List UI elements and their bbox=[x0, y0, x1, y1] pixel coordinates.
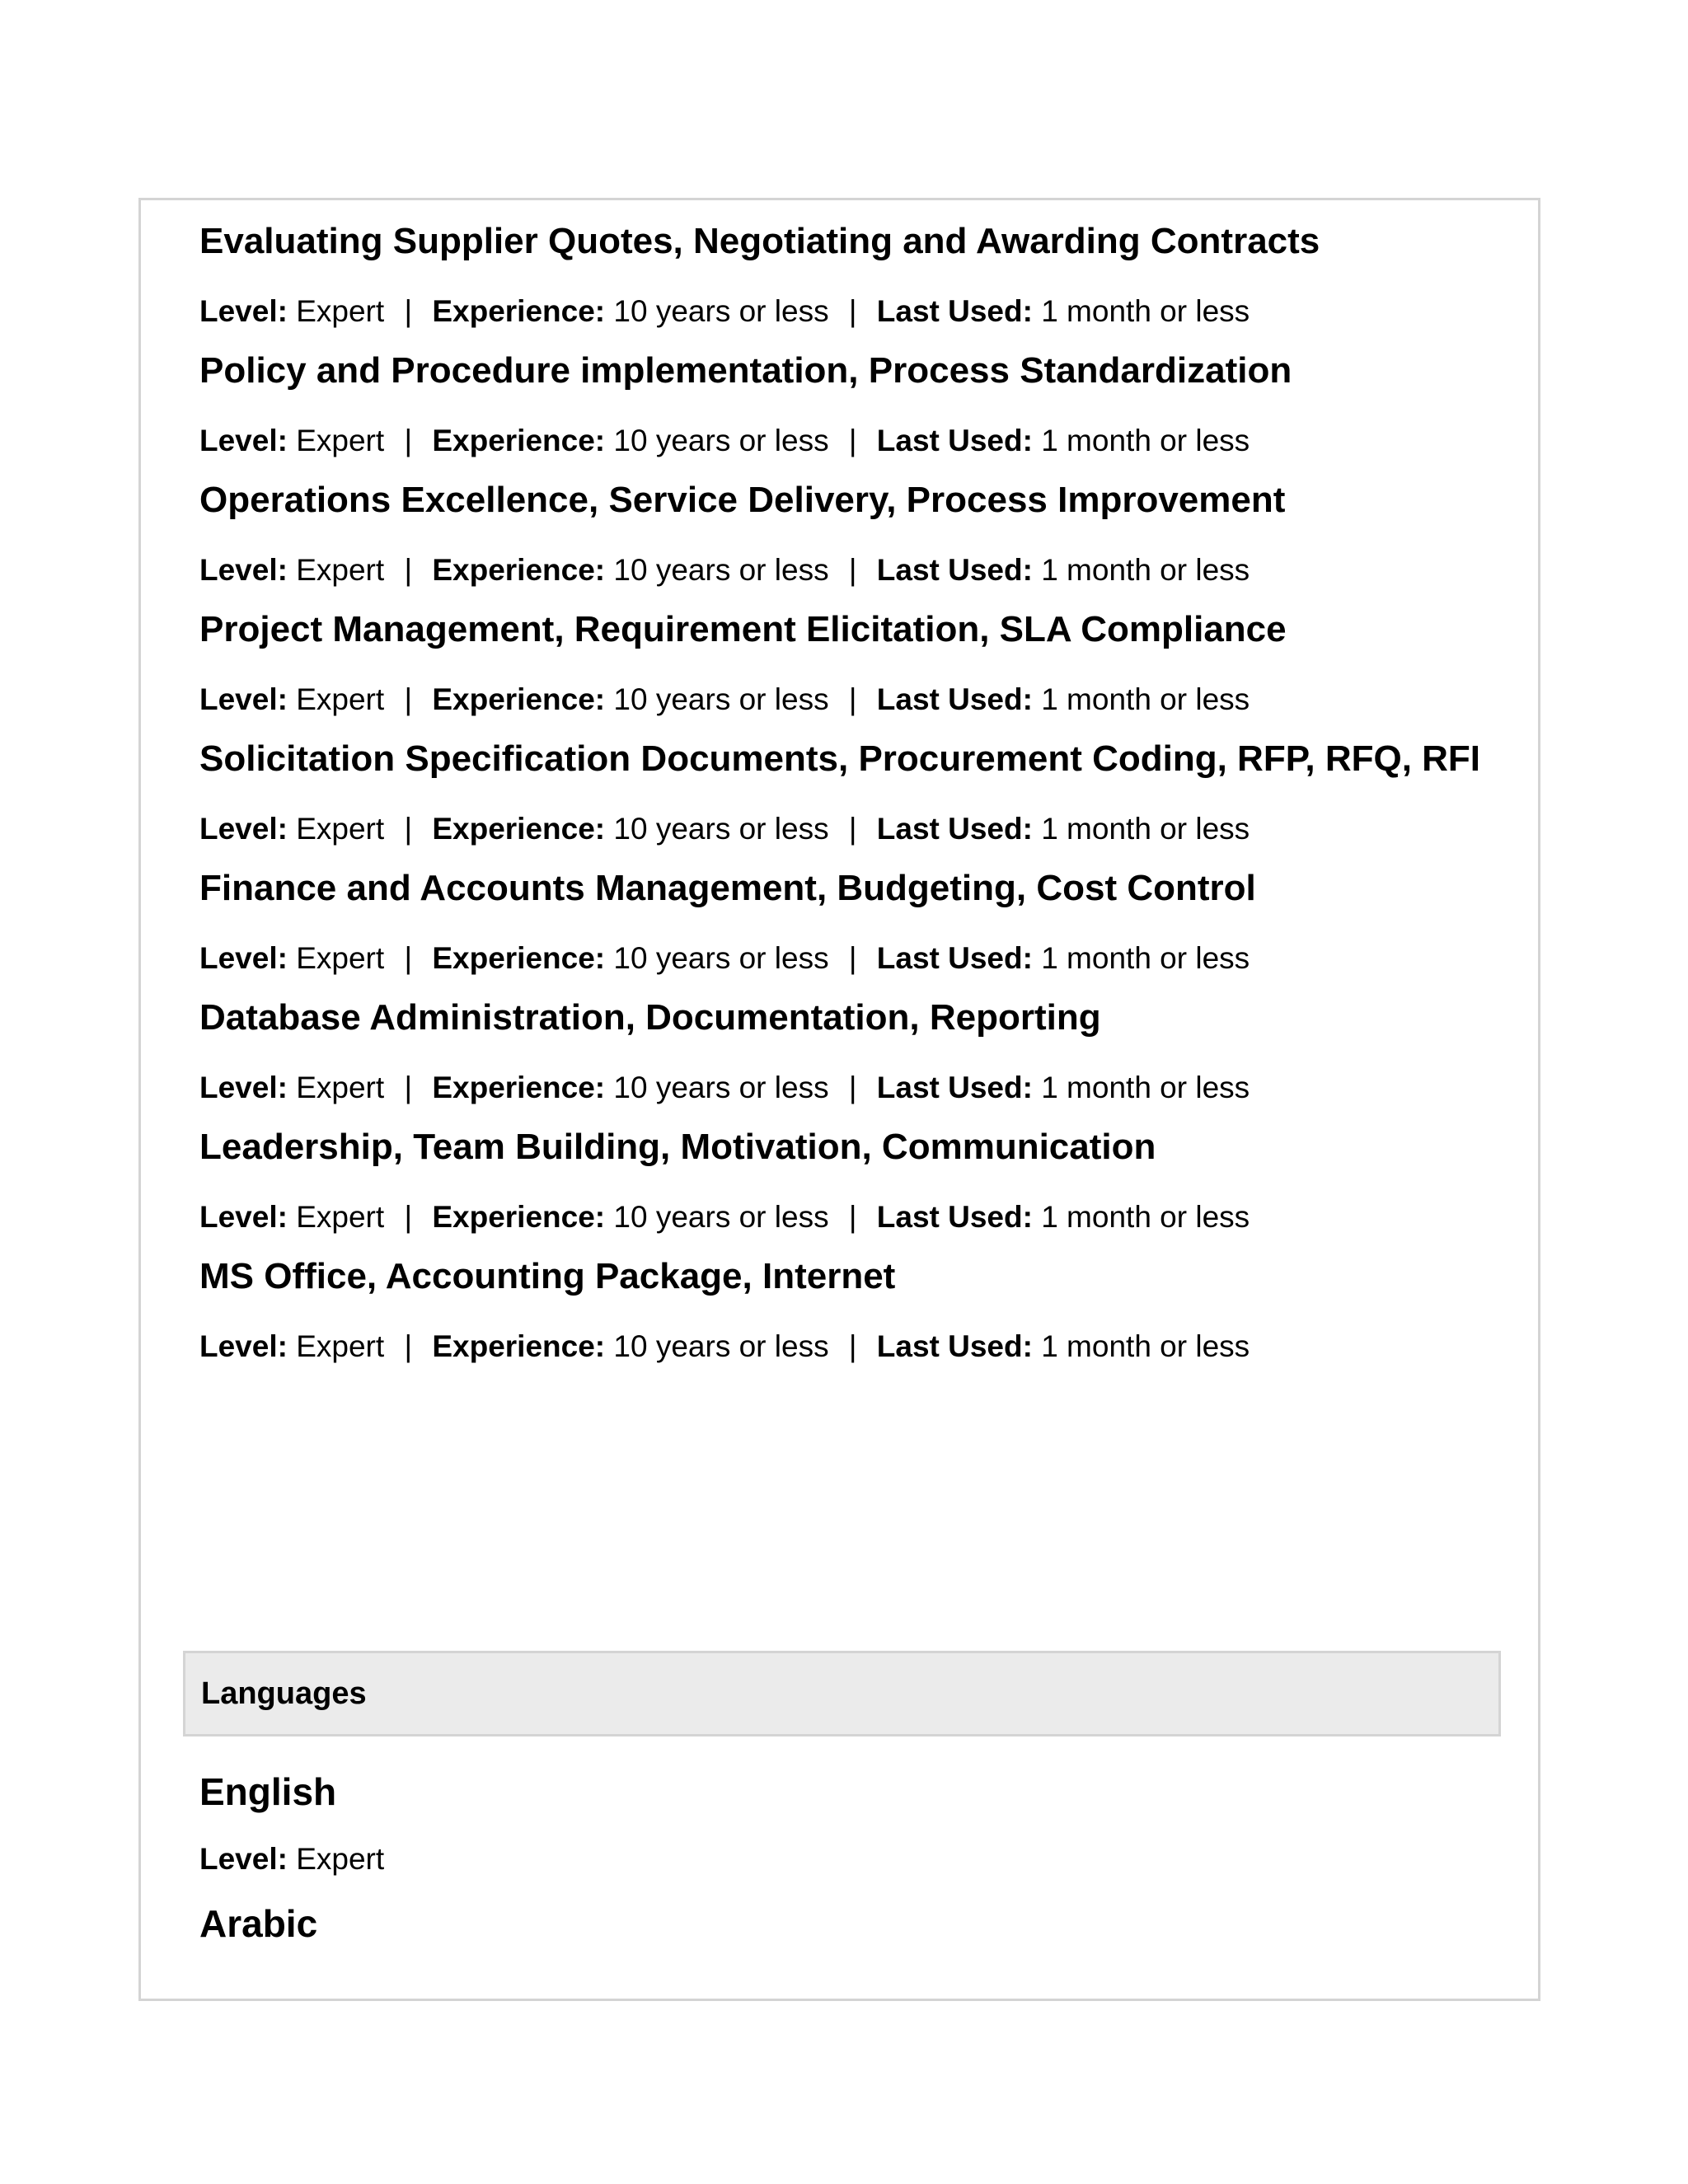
level-value: Expert bbox=[296, 1329, 385, 1363]
skill-title: Finance and Accounts Management, Budgeting, Cost Control bbox=[199, 868, 1256, 908]
separator: | bbox=[848, 1200, 857, 1234]
last-used-label: Last Used: bbox=[876, 424, 1033, 457]
level-value: Expert bbox=[296, 812, 385, 846]
level-value: Expert bbox=[296, 1842, 385, 1876]
level-label: Level: bbox=[199, 294, 288, 328]
skill-meta bbox=[199, 552, 1502, 588]
skill-title: Operations Excellence, Service Delivery, Process Improvement bbox=[199, 480, 1286, 520]
experience-value: 10 years or less bbox=[613, 1071, 829, 1104]
experience-label: Experience: bbox=[432, 553, 606, 587]
skill-entry bbox=[199, 847, 1502, 977]
experience-value: 10 years or less bbox=[613, 1200, 829, 1234]
skill-entry bbox=[199, 1235, 1502, 1365]
level-label: Level: bbox=[199, 1071, 288, 1104]
separator: | bbox=[404, 553, 413, 587]
skill-title: MS Office, Accounting Package, Internet bbox=[199, 1256, 896, 1296]
last-used-value: 1 month or less bbox=[1041, 941, 1250, 975]
skill-title: Leadership, Team Building, Motivation, Communication bbox=[199, 1127, 1156, 1167]
skills-list bbox=[199, 200, 1502, 1365]
last-used-label: Last Used: bbox=[876, 1200, 1033, 1234]
skill-title: Solicitation Specification Documents, Procurement Coding, RFP, RFQ, RFI bbox=[199, 738, 1481, 779]
skill-meta bbox=[199, 423, 1502, 459]
experience-value: 10 years or less bbox=[613, 294, 829, 328]
skill-meta bbox=[199, 682, 1502, 718]
skill-meta bbox=[199, 940, 1502, 977]
separator: | bbox=[848, 1071, 857, 1104]
last-used-value: 1 month or less bbox=[1041, 1329, 1250, 1363]
separator: | bbox=[404, 941, 413, 975]
experience-value: 10 years or less bbox=[613, 424, 829, 457]
languages-heading: Languages bbox=[201, 1676, 367, 1711]
languages-section-header bbox=[183, 1651, 1501, 1736]
experience-label: Experience: bbox=[432, 812, 606, 846]
skill-entry bbox=[199, 1106, 1502, 1235]
last-used-label: Last Used: bbox=[876, 1071, 1033, 1104]
language-name: English bbox=[199, 1770, 337, 1813]
level-value: Expert bbox=[296, 941, 385, 975]
skill-entry bbox=[199, 977, 1502, 1106]
last-used-value: 1 month or less bbox=[1041, 682, 1250, 716]
last-used-value: 1 month or less bbox=[1041, 553, 1250, 587]
experience-value: 10 years or less bbox=[613, 812, 829, 846]
level-label: Level: bbox=[199, 1329, 288, 1363]
skill-entry bbox=[199, 459, 1502, 588]
level-label: Level: bbox=[199, 553, 288, 587]
separator: | bbox=[848, 941, 857, 975]
experience-label: Experience: bbox=[432, 294, 606, 328]
last-used-value: 1 month or less bbox=[1041, 294, 1250, 328]
separator: | bbox=[848, 1329, 857, 1363]
level-value: Expert bbox=[296, 682, 385, 716]
last-used-value: 1 month or less bbox=[1041, 1200, 1250, 1234]
experience-label: Experience: bbox=[432, 682, 606, 716]
last-used-label: Last Used: bbox=[876, 294, 1033, 328]
experience-label: Experience: bbox=[432, 1071, 606, 1104]
last-used-label: Last Used: bbox=[876, 1329, 1033, 1363]
experience-label: Experience: bbox=[432, 941, 606, 975]
last-used-value: 1 month or less bbox=[1041, 812, 1250, 846]
languages-list bbox=[199, 1770, 1502, 1945]
skill-meta bbox=[199, 1329, 1502, 1365]
separator: | bbox=[848, 294, 857, 328]
experience-label: Experience: bbox=[432, 1200, 606, 1234]
experience-value: 10 years or less bbox=[613, 682, 829, 716]
experience-value: 10 years or less bbox=[613, 941, 829, 975]
skill-title: Policy and Procedure implementation, Process Standardization bbox=[199, 350, 1292, 391]
skill-meta bbox=[199, 1070, 1502, 1106]
separator: | bbox=[404, 812, 413, 846]
level-label: Level: bbox=[199, 1842, 288, 1876]
level-label: Level: bbox=[199, 1200, 288, 1234]
separator: | bbox=[848, 812, 857, 846]
level-value: Expert bbox=[296, 1071, 385, 1104]
separator: | bbox=[404, 294, 413, 328]
skill-title: Database Administration, Documentation, Reporting bbox=[199, 997, 1101, 1038]
last-used-label: Last Used: bbox=[876, 812, 1033, 846]
experience-label: Experience: bbox=[432, 1329, 606, 1363]
level-label: Level: bbox=[199, 682, 288, 716]
resume-skills-panel bbox=[138, 198, 1540, 2001]
separator: | bbox=[404, 682, 413, 716]
last-used-value: 1 month or less bbox=[1041, 1071, 1250, 1104]
level-value: Expert bbox=[296, 1200, 385, 1234]
level-value: Expert bbox=[296, 553, 385, 587]
separator: | bbox=[848, 553, 857, 587]
skill-title: Evaluating Supplier Quotes, Negotiating and Awarding Contracts bbox=[199, 221, 1320, 261]
skill-entry bbox=[199, 718, 1502, 847]
language-meta bbox=[199, 1841, 1502, 1877]
separator: | bbox=[848, 424, 857, 457]
skill-title: Project Management, Requirement Elicitation, SLA Compliance bbox=[199, 609, 1287, 649]
language-name: Arabic bbox=[199, 1902, 318, 1945]
level-label: Level: bbox=[199, 812, 288, 846]
skill-entry bbox=[199, 330, 1502, 459]
skill-entry bbox=[199, 200, 1502, 330]
separator: | bbox=[848, 682, 857, 716]
skill-meta bbox=[199, 811, 1502, 847]
experience-value: 10 years or less bbox=[613, 1329, 829, 1363]
skill-meta bbox=[199, 293, 1502, 330]
last-used-label: Last Used: bbox=[876, 682, 1033, 716]
experience-value: 10 years or less bbox=[613, 553, 829, 587]
level-label: Level: bbox=[199, 424, 288, 457]
separator: | bbox=[404, 1329, 413, 1363]
last-used-label: Last Used: bbox=[876, 553, 1033, 587]
level-value: Expert bbox=[296, 424, 385, 457]
level-value: Expert bbox=[296, 294, 385, 328]
experience-label: Experience: bbox=[432, 424, 606, 457]
separator: | bbox=[404, 1071, 413, 1104]
separator: | bbox=[404, 424, 413, 457]
last-used-value: 1 month or less bbox=[1041, 424, 1250, 457]
level-label: Level: bbox=[199, 941, 288, 975]
skill-meta bbox=[199, 1199, 1502, 1235]
last-used-label: Last Used: bbox=[876, 941, 1033, 975]
separator: | bbox=[404, 1200, 413, 1234]
skill-entry bbox=[199, 588, 1502, 718]
